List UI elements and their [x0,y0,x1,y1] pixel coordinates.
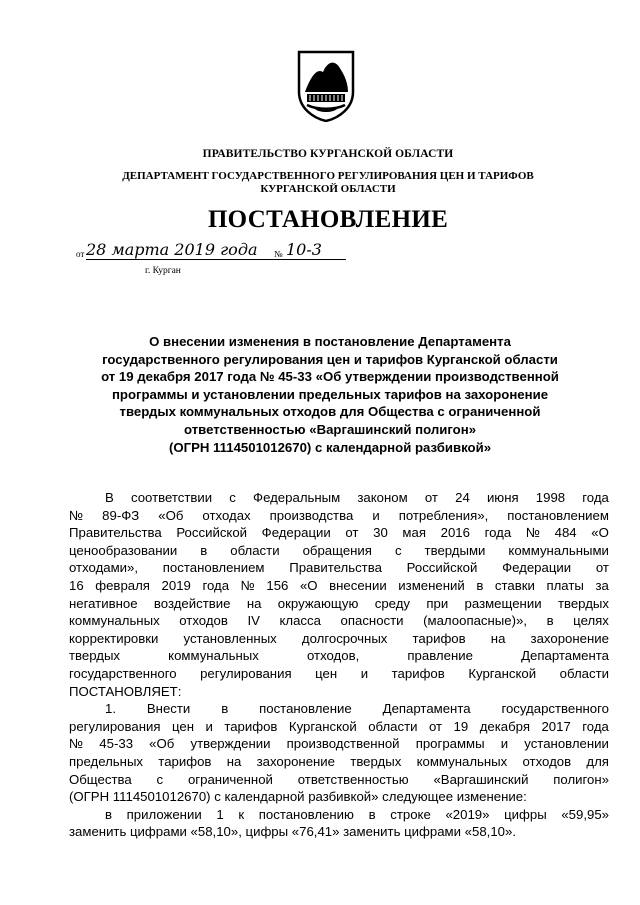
body-word: в [368,806,376,822]
body-word: твердых [350,753,402,769]
body-word: «О [591,525,609,541]
body-word: в [200,542,208,558]
body-word: государственного [501,701,609,717]
body-line [69,735,609,753]
body-line-text: заменить цифрами «58,10», цифры «76,41» заменить цифрами «58,10». [69,824,516,840]
body-word: с [229,490,236,505]
body-word: правление [407,648,473,664]
body-word: В [105,490,114,505]
subject-line: твердых коммунальных отходов для Общества с ограниченной [119,404,541,420]
body-word: соответствии [130,490,213,505]
body-word: с [156,771,164,787]
body-word: Российской [176,525,248,541]
body-word: захоронение [256,753,336,769]
body-word: при [426,595,449,611]
body-word: постановление [259,701,352,717]
body-word: в [546,613,554,629]
body-word: ограниченной [187,771,273,787]
document-body [69,489,609,841]
body-line [69,559,609,577]
body-word: постановлением [507,507,609,523]
date-from-label: от [76,249,85,259]
handwritten-number: 10-3 [286,240,322,259]
subject-line: государственного регулирования цен и тарифов Курганской области [102,351,558,367]
body-word: Федерации [502,560,572,576]
body-word: государственного [69,665,177,681]
document-subject [60,333,600,456]
body-word: в [476,577,484,593]
body-word: установленных [183,630,277,646]
body-line [69,788,609,806]
body-line [69,630,609,648]
body-word: коммунальных [168,648,259,664]
body-word: 30 [373,525,388,541]
body-line [69,665,609,683]
body-word: коммунальных [416,753,508,769]
government-name: ПРАВИТЕЛЬСТВО КУРГАНСКОЙ ОБЛАСТИ [202,148,454,160]
body-word: 1 [216,806,224,822]
body-word: целях [573,613,609,629]
body-word: «59,95» [561,806,609,822]
body-word: «Об [149,736,175,752]
body-word: твердыми [424,542,486,558]
body-word: тарифов [412,630,466,646]
body-word: мая [402,525,426,541]
body-word: приложении [126,806,202,822]
body-line [69,647,609,665]
body-word: ценообразовании [69,542,178,558]
body-word: воздействие [153,595,231,611]
body-word: законом [357,490,408,505]
department-name-line1: ДЕПАРТАМЕНТ ГОСУДАРСТВЕННОГО РЕГУЛИРОВАНИЯ ЦЕН И ТАРИФОВ [122,170,534,182]
body-word: области [559,665,609,681]
body-word: установлении [524,736,609,752]
body-word: цен [171,718,194,734]
body-word: на [226,753,242,769]
department-name-line2: КУРГАНСКОЙ ОБЛАСТИ [260,183,396,195]
body-word: с [394,542,402,558]
body-word: среду [374,595,410,611]
body-line [69,806,609,824]
body-word: (малоопасные)», [423,613,527,629]
body-word: февраля [95,577,150,593]
body-word: в [105,806,113,822]
body-word: Российской [406,560,478,576]
body-word: года [484,525,512,541]
coat-of-arms-emblem [297,50,355,122]
body-word: окружающую [277,595,359,611]
body-word: отходов, [306,648,360,664]
body-line [69,683,609,701]
document-type-title: ПОСТАНОВЛЕНИЕ [207,206,449,233]
body-word: Правительства [289,560,382,576]
body-word: размещении [464,595,542,611]
body-word: года [582,490,609,505]
body-word: года [582,718,609,734]
body-word: 2017 [541,718,571,734]
body-word: предельных [69,753,144,769]
body-word: № [240,577,255,593]
body-word: коммунальными [508,542,609,558]
body-word: 19 [453,718,469,734]
body-word: захоронение [530,630,609,646]
subject-line: (ОГРН 1114501012670) с календарной разбивкой» [168,439,492,455]
body-word: июня [486,490,519,505]
body-word: производственной [286,736,400,752]
body-word: ответственностью [297,771,409,787]
subject-line: программы и установлении предельных тарифов на захоронение [111,386,549,402]
body-word: области [230,542,280,558]
body-word: Департамента [382,701,471,717]
body-word: постановлением [162,560,265,576]
body-line [69,595,609,613]
body-word: 16 [69,577,84,593]
body-line-text: (ОГРН 1114501012670) с календарной разбивкой» следующее изменение: [69,789,527,805]
body-word: «Об [158,507,184,523]
body-word: корректировки [69,630,159,646]
body-line [69,718,609,736]
body-word: регулирования [200,665,292,681]
body-word: отходов [179,613,228,629]
body-word: от [595,560,609,576]
body-word: изменений [398,577,465,593]
body-word: потребления», [398,507,489,523]
body-word: и [205,718,213,734]
body-word: от [428,718,443,734]
body-word: негативное [69,595,138,611]
body-word: регулирования [69,718,161,734]
body-line [69,823,609,841]
body-word: обращения [302,542,372,558]
date-number-line [76,240,366,267]
body-word: класса [279,613,321,629]
body-line [69,542,609,560]
body-word: 2016 [440,525,470,541]
body-word: за [595,577,609,593]
body-word: области [368,718,418,734]
body-word: отходами», [69,560,139,576]
body-line-text: ПОСТАНОВЛЯЕТ: [69,683,182,699]
body-word: полигон» [553,771,609,787]
body-word: от [424,490,438,505]
body-word: твердых [69,648,121,664]
body-line [69,612,609,630]
body-word: внесении [329,577,387,593]
body-word: Курганской [468,665,537,681]
body-line [69,700,609,718]
body-word: 45-33 [99,736,134,752]
body-word: и [500,736,509,752]
body-word: Департамента [521,648,609,664]
body-word: программы [415,736,485,752]
body-word: отходах [202,507,251,523]
body-line [69,489,609,507]
body-word: Внести [146,701,191,717]
body-word: Общества [69,771,132,787]
body-word: № [69,736,84,752]
body-word: цифры [504,806,547,822]
body-word: тарифов [391,665,445,681]
body-word: платы [546,577,584,593]
body-word: 1. [105,701,116,717]
body-word: тарифов [158,753,212,769]
body-word: и [372,507,380,523]
body-word: IV [247,613,260,629]
body-word: строке [390,806,431,822]
body-word: «О [299,577,318,593]
body-word: 89-ФЗ [102,507,140,523]
subject-line: О внесении изменения в постановление Департамента [149,334,511,349]
body-word: тарифов [224,718,278,734]
subject-line: ответственностью «Варгашинский полигон» [183,421,477,437]
body-word: производства [269,507,354,523]
body-word: и [360,665,369,681]
body-word: № [69,507,84,523]
body-word: отходов [522,753,572,769]
body-word: от [345,525,359,541]
body-word: № [525,525,540,541]
body-word: постановлению [258,806,354,822]
body-word: декабря [479,718,530,734]
body-word: 156 [266,577,289,593]
body-line [69,771,609,789]
body-word: на [246,595,262,611]
body-word: утверждении [190,736,271,752]
body-word: Федерации [261,525,331,541]
city-label: г. Курган [145,266,181,276]
body-word: ставки [494,577,535,593]
body-word: цен [315,665,338,681]
body-word: опасности [340,613,404,629]
body-word: на [490,630,506,646]
body-line [69,753,609,771]
body-line [69,507,609,525]
body-word: Федеральным [253,490,341,505]
number-sign: № [274,249,283,259]
body-word: к [238,806,245,822]
body-word: в [221,701,229,717]
body-word: «2019» [445,806,490,822]
body-word: коммунальных [69,613,160,629]
body-word: «Варгашинский [433,771,529,787]
body-line [69,524,609,542]
body-word: 2019 [161,577,191,593]
body-word: 1998 [535,490,566,505]
handwritten-date: 28 марта 2019 года [86,241,346,260]
body-word: Правительства [69,525,162,541]
subject-line: от 19 декабря 2017 года № 45-33 «Об утверждении производственной [101,369,559,385]
body-word: Курганской [288,718,357,734]
body-word: для [586,753,609,769]
body-line [69,577,609,595]
body-word: долгосрочных [301,630,388,646]
body-word: 484 [554,525,577,541]
body-word: твердых [557,595,609,611]
body-word: 24 [455,490,470,505]
body-word: года [202,577,230,593]
